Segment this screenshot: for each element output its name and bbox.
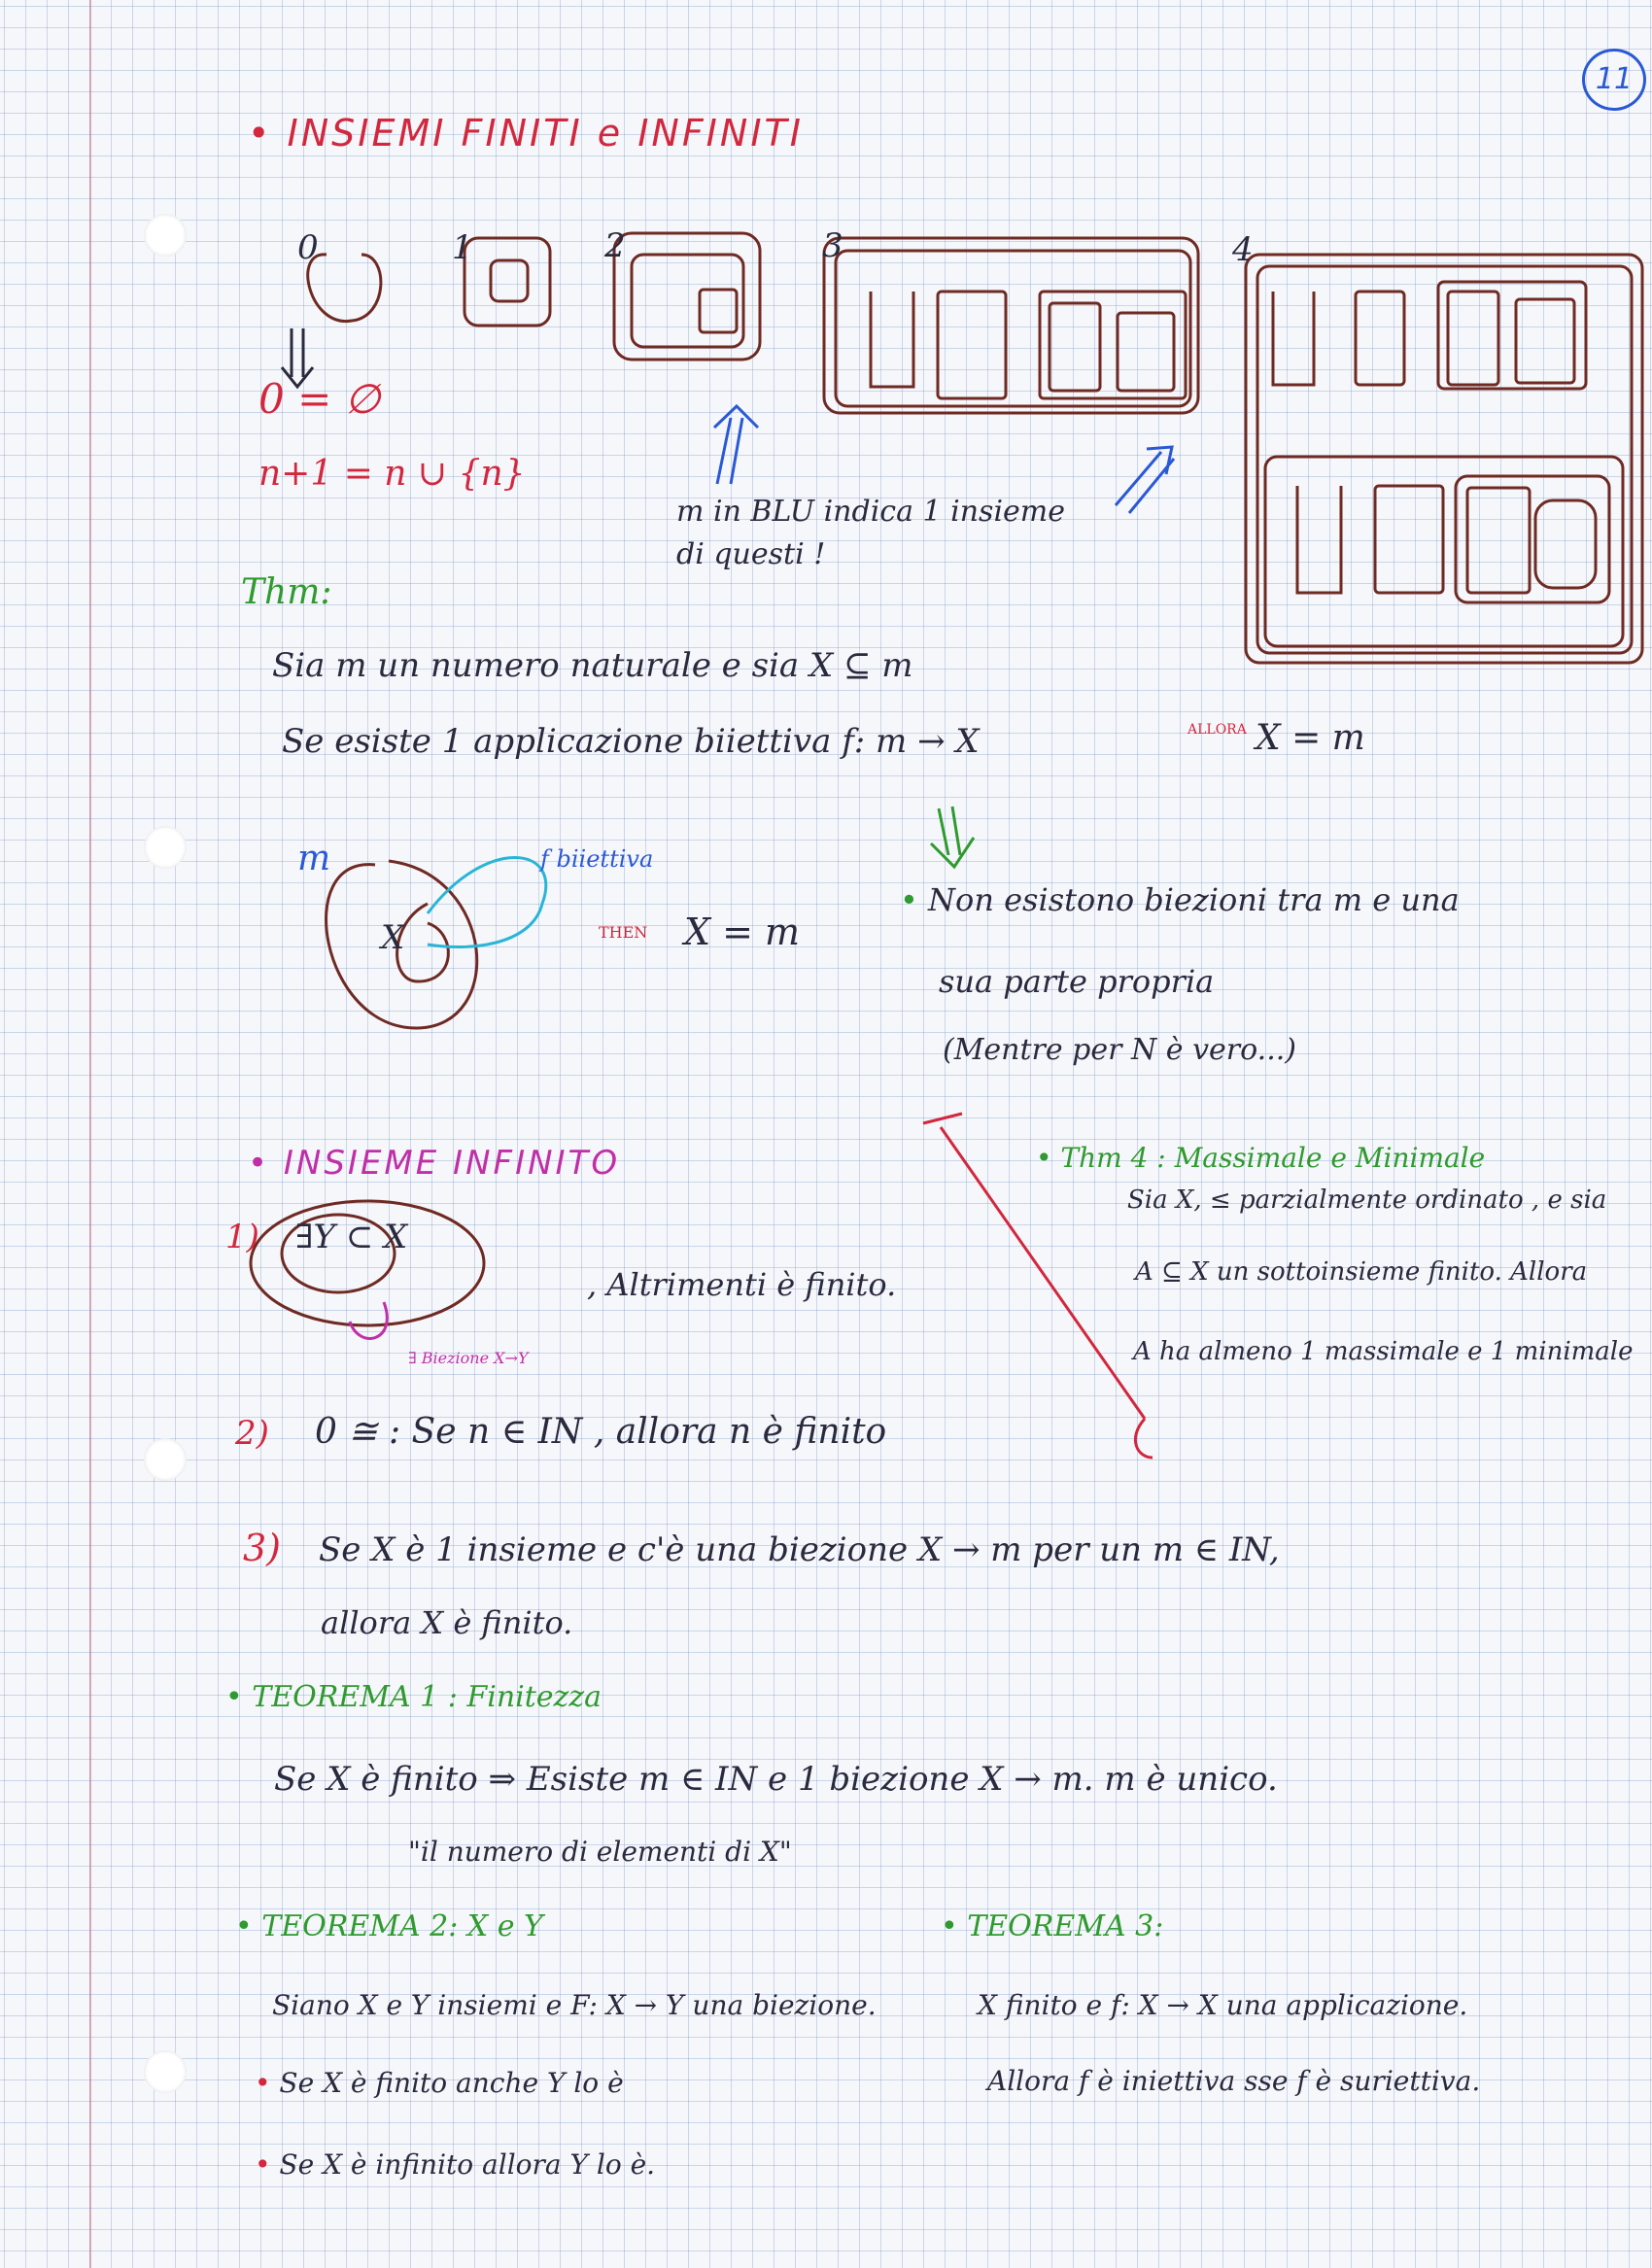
label-3: 3 [822,226,843,265]
teorema3-line2: Allora f è iniettiva sse f è suriettiva. [987,2065,1481,2097]
teorema2-line1: Siano X e Y insiemi e F: X → Y una biezione. [272,1989,877,2021]
thm4-title-text: Thm 4 : Massimale e Minimale [1060,1142,1486,1174]
item2-text: 0 ≅ : Se n ∈ IN , allora n è finito [315,1412,887,1452]
then-label: THEN [599,923,648,942]
teorema3-title: • TEOREMA 3: [941,1909,1164,1943]
thm-line2: Se esiste 1 applicazione biiettiva f: m → X [282,722,980,761]
blue-note-line2: di questi ! [676,537,826,571]
definition-zero: 0 = ∅ [258,375,381,423]
teorema2-title-text: TEOREMA 2: X e Y [261,1909,543,1943]
then-result: X = m [684,911,801,953]
item3-number: 3) [243,1527,282,1569]
page-number: 11 [1582,49,1646,111]
item1-text: , Altrimenti è finito. [587,1266,897,1303]
thm-conclusion: X = m [1256,718,1365,758]
corollary-line3: (Mentre per N è vero...) [943,1033,1296,1067]
item3-line1: Se X è 1 insieme e c'è una biezione X → m per un m ∈ IN, [319,1530,1280,1569]
item3-line2: allora X è finito. [321,1604,573,1641]
infinite-section-title: • INSIEME INFINITO [248,1144,621,1183]
teorema2-line3-text: Se X è infinito allora Y lo è. [279,2148,656,2181]
label-0: 0 [297,228,319,267]
thm-line1: Sia m un numero naturale e sia X ⊆ m [272,646,913,685]
diagram-x-label: X [381,918,405,957]
thm-label: Thm: [241,572,332,612]
allora-label: ALLORA [1187,722,1247,738]
teorema2-line2-text: Se X è finito anche Y lo è [279,2067,624,2099]
nested-sets-diagram [308,228,1642,663]
label-1: 1 [452,228,473,267]
teorema2-title: • TEOREMA 2: X e Y [235,1909,543,1943]
definition-successor: n+1 = n ∪ {n} [258,454,526,494]
teorema3-line1: X finito e f: X → X una applicazione. [978,1989,1468,2021]
label-4: 4 [1232,230,1254,269]
item2-number: 2) [235,1414,269,1453]
teorema1-title: • TEOREMA 1 : Finitezza [225,1680,602,1714]
set-m-diagram [327,858,546,1029]
teorema2-line3: • Se X è infinito allora Y lo è. [255,2148,656,2181]
item1-set: ∃Y ⊂ X [295,1218,408,1256]
teorema1-title-text: TEOREMA 1 : Finitezza [252,1680,602,1714]
label-2: 2 [604,226,626,265]
corollary-line1: • Non esistono biezioni tra m e una [900,881,1460,918]
teorema1-quote: "il numero di elementi di X" [408,1836,792,1868]
thm4-line3: A ha almeno 1 massimale e 1 minimale [1133,1337,1634,1366]
teorema3-title-text: TEOREMA 3: [967,1909,1164,1943]
diagram-f-label: f biiettiva [540,845,654,873]
teorema2-line2: • Se X è finito anche Y lo è [255,2067,624,2099]
thm4-line1: Sia X, ≤ parzialmente ordinato , e sia [1127,1186,1607,1215]
teorema1-line1: Se X è finito ⇒ Esiste m ∈ IN e 1 biezione X → m. m è unico. [274,1760,1278,1799]
corollary-line2: sua parte propria [939,963,1215,1000]
corollary-line1-text: Non esistono biezioni tra m e una [928,881,1460,918]
blue-note-line1: m in BLU indica 1 insieme [676,495,1066,529]
infinite-section-title-text: INSIEME INFINITO [283,1144,621,1183]
thm4-line2: A ⊆ X un sottoinsieme finito. Allora [1135,1257,1588,1287]
green-arrow [931,807,974,867]
thm4-title: • Thm 4 : Massimale e Minimale [1036,1142,1486,1174]
item1-bijection: ∃ Biezione X→Y [408,1349,529,1367]
section-title: • INSIEMI FINITI e INFINITI [248,112,804,155]
item1-number: 1) [225,1218,259,1256]
section-title-text: INSIEMI FINITI e INFINITI [287,112,804,155]
diagram-m-label: m [297,839,331,878]
